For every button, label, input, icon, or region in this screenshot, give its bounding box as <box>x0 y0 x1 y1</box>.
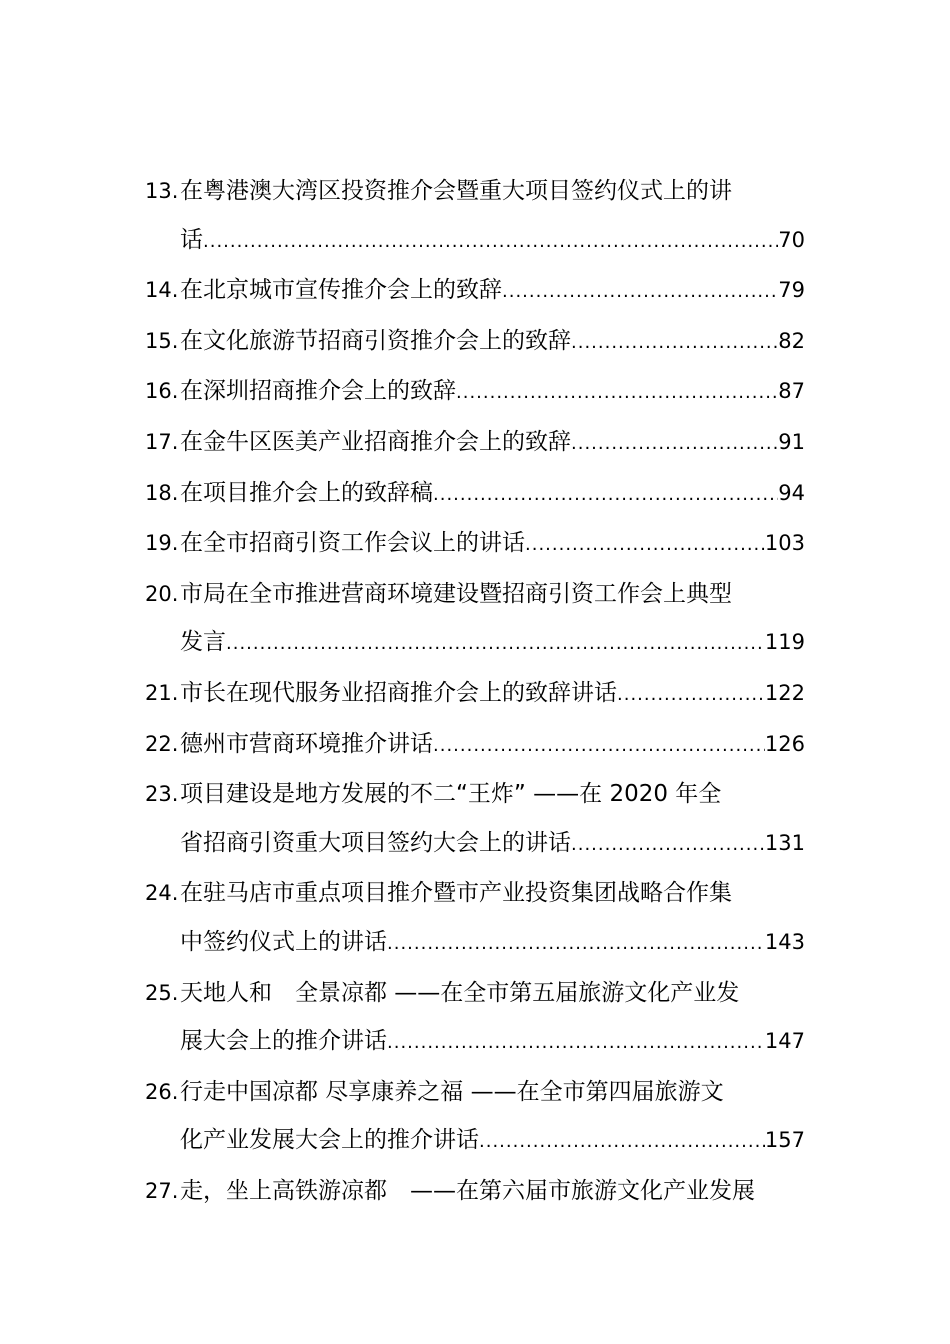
toc-entry[interactable] <box>145 1167 805 1216</box>
entry-title: 省招商引资重大项目签约大会上的讲话 <box>180 829 571 856</box>
page-number: 87 <box>778 379 805 404</box>
entry-title: 在金牛区医美产业招商推介会上的致辞 <box>180 428 571 455</box>
entry-title-line: 在驻马店市重点项目推介暨市产业投资集团战略合作集 <box>180 880 732 907</box>
entry-title-line: 行走中国凉都 尽享康养之福 ——在全市第四届旅游文 <box>180 1078 724 1105</box>
entry-number: 13. <box>145 179 179 203</box>
toc-entry[interactable] <box>145 469 805 520</box>
entry-number: 20. <box>145 581 179 606</box>
entry-title: 德州市营商环境推介讲话 <box>180 730 433 757</box>
entry-number: 16. <box>145 379 179 404</box>
entry-title-line: 天地人和 全景凉都 ——在全市第五届旅游文化产业发 <box>180 979 740 1006</box>
entry-title: 化产业发展大会上的推介讲话 <box>180 1127 479 1154</box>
dot-leader <box>433 722 765 771</box>
toc-entry[interactable] <box>145 317 805 368</box>
page-number: 91 <box>778 429 805 454</box>
page-number: 143 <box>764 929 805 954</box>
entry-number: 19. <box>145 531 179 556</box>
entry-title: 展大会上的推介讲话 <box>180 1028 387 1055</box>
dot-leader <box>387 920 765 969</box>
dot-leader <box>571 319 778 368</box>
toc-entry[interactable] <box>145 266 805 317</box>
toc-entry[interactable] <box>145 770 805 869</box>
entry-number: 23. <box>145 782 179 807</box>
page-number: 147 <box>764 1029 805 1054</box>
dot-leader <box>226 620 765 669</box>
page-number: 119 <box>764 630 805 655</box>
dot-leader <box>571 420 778 469</box>
entry-title: 话 <box>180 226 203 253</box>
entry-number: 18. <box>145 480 179 505</box>
table-of-contents <box>145 167 805 1215</box>
dot-leader <box>203 218 778 267</box>
page-number: 94 <box>778 480 805 505</box>
dot-leader <box>617 671 765 720</box>
entry-title-line: 在粤港澳大湾区投资推介会暨重大项目签约仪式上的讲 <box>180 178 732 204</box>
entry-title: 市长在现代服务业招商推介会上的致辞讲话 <box>180 679 617 706</box>
toc-entry[interactable] <box>145 669 805 720</box>
toc-entry[interactable] <box>145 519 805 570</box>
dot-leader <box>456 369 778 418</box>
toc-entry[interactable] <box>145 720 805 771</box>
entry-title: 中签约仪式上的讲话 <box>180 928 387 955</box>
toc-entry[interactable] <box>145 969 805 1068</box>
dot-leader <box>571 821 765 870</box>
page-number: 131 <box>764 830 805 855</box>
entry-number: 15. <box>145 328 179 353</box>
entry-number: 22. <box>145 731 179 756</box>
page-number: 122 <box>764 680 805 705</box>
entry-number: 14. <box>145 278 179 303</box>
entry-number: 27. <box>145 1178 179 1203</box>
dot-leader <box>387 1019 765 1068</box>
dot-leader <box>479 1118 765 1167</box>
page-number: 126 <box>764 731 805 756</box>
toc-entry[interactable] <box>145 1068 805 1167</box>
entry-title: 在深圳招商推介会上的致辞 <box>180 378 456 405</box>
entry-title-line: 项目建设是地方发展的不二“王炸” ——在 2020 年全 <box>180 781 722 808</box>
entry-title: 在北京城市宣传推介会上的致辞 <box>180 277 502 304</box>
entry-title: 在文化旅游节招商引资推介会上的致辞 <box>180 327 571 354</box>
entry-number: 26. <box>145 1079 179 1104</box>
entry-number: 17. <box>145 429 179 454</box>
page-number: 103 <box>764 531 805 556</box>
dot-leader <box>502 268 778 317</box>
entry-title-line: 走，坐上高铁游凉都 ——在第六届市旅游文化产业发展 <box>180 1177 755 1204</box>
entry-title: 在全市招商引资工作会议上的讲话 <box>180 530 525 557</box>
toc-entry[interactable] <box>145 570 805 669</box>
toc-entry[interactable] <box>145 367 805 418</box>
page-number: 70 <box>778 227 805 252</box>
entry-title: 在项目推介会上的致辞稿 <box>180 479 433 506</box>
entry-title: 发言 <box>180 629 226 656</box>
dot-leader <box>525 521 765 570</box>
dot-leader <box>433 471 778 520</box>
entry-number: 25. <box>145 980 179 1005</box>
page-number: 82 <box>778 328 805 353</box>
page-number: 157 <box>764 1128 805 1153</box>
entry-number: 21. <box>145 680 179 705</box>
page-number: 79 <box>778 278 805 303</box>
entry-number: 24. <box>145 881 179 906</box>
toc-entry[interactable] <box>145 167 805 266</box>
toc-entry[interactable] <box>145 418 805 469</box>
entry-title-line: 市局在全市推进营商环境建设暨招商引资工作会上典型 <box>180 580 732 607</box>
toc-entry[interactable] <box>145 869 805 968</box>
